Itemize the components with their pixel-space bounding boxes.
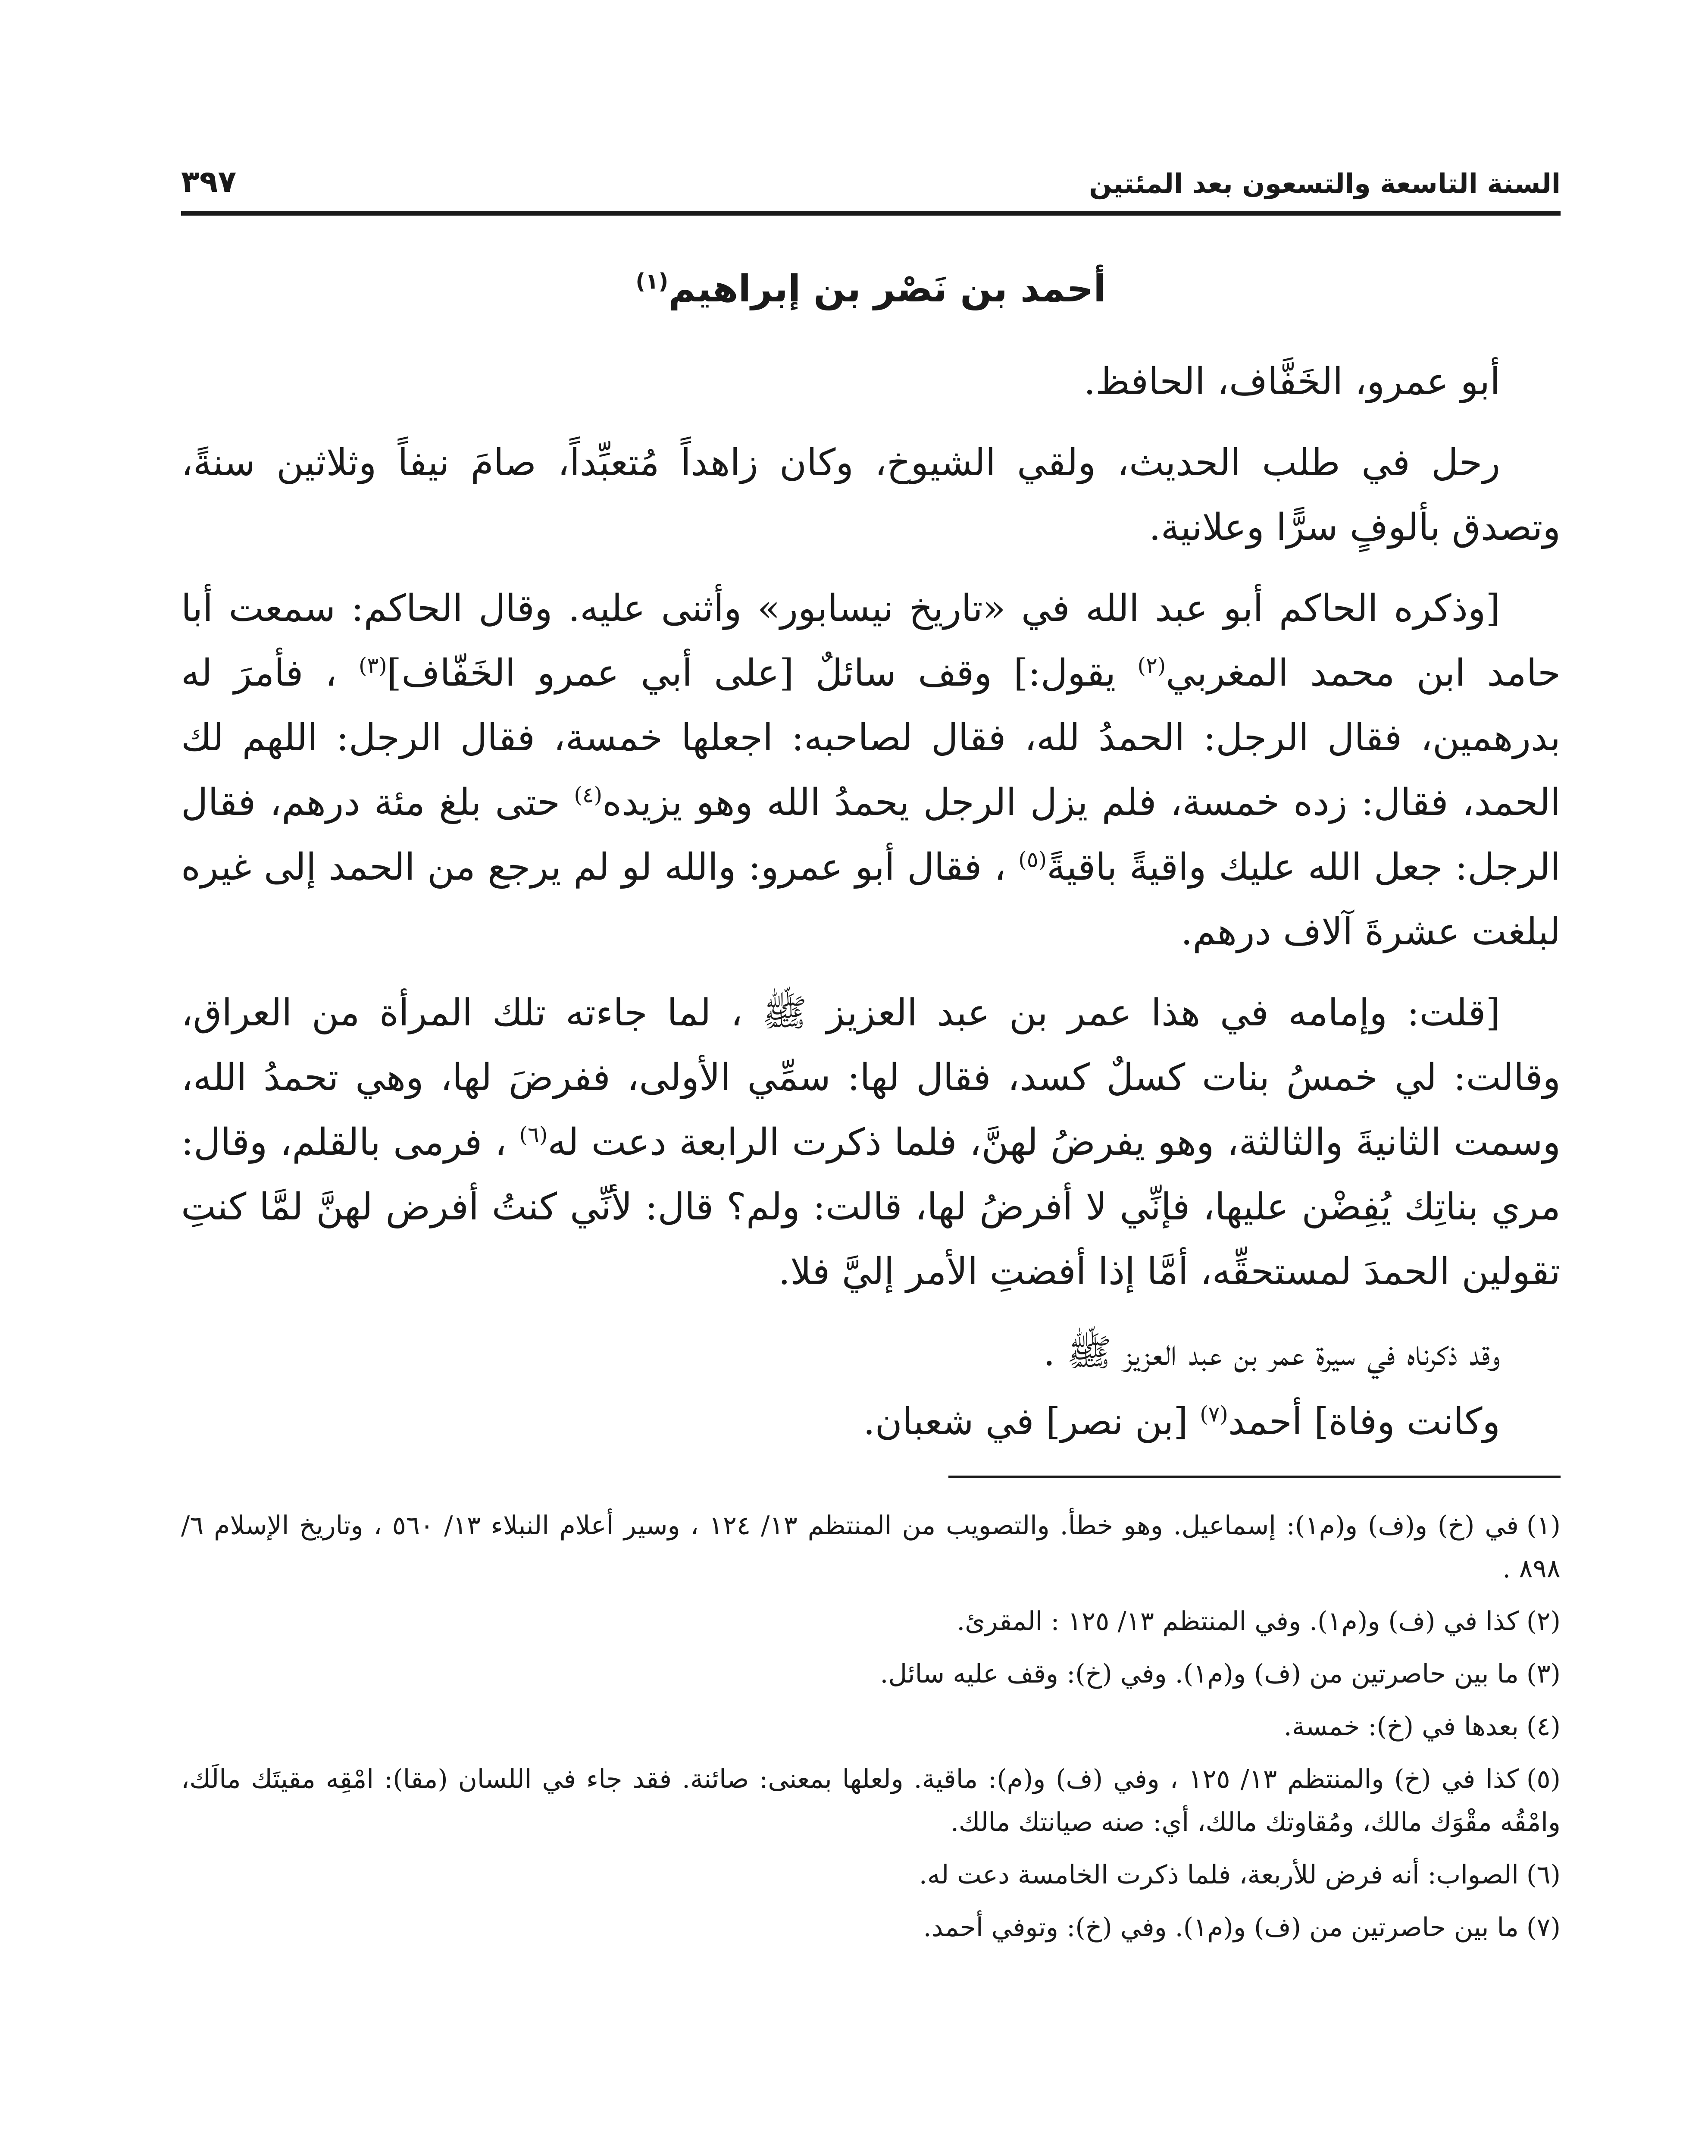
- footnote-number: (٦): [1526, 1860, 1561, 1890]
- paragraph-4: [181, 981, 1561, 1304]
- footnote: [181, 1652, 1561, 1695]
- running-title: السنة التاسعة والتسعون بعد المئتين: [1089, 168, 1561, 199]
- footnote-ref-2: (٢): [1137, 653, 1166, 678]
- footnote-number: (٢): [1526, 1606, 1561, 1636]
- footnote-text: كذا في (ف) و(م١). وفي المنتظم ١٣/ ١٢٥ : المقرئ.: [957, 1606, 1519, 1636]
- footnotes: [181, 1504, 1561, 1949]
- footnote: [181, 1906, 1561, 1949]
- paragraph-3: [181, 576, 1561, 964]
- footnote: [181, 1758, 1561, 1844]
- paragraph-3-text-e: ، فقال أبو عمرو: والله لو لم يرجع من الحمد إلى غيره لبلغت عشرةَ آلاف درهم.: [181, 846, 1561, 953]
- body-text: [181, 349, 1561, 1454]
- paragraph-3-text-a: [وذكره الحاكم أبو عبد الله في «تاريخ نيسابور» وأثنى عليه. وقال الحاكم: سمعت أبا حامد ابن محمد المغربي: [181, 587, 1561, 695]
- paragraph-4-text-a: [قلت: وإمامه في هذا عمر بن عبد العزيز ﷺ ، لما جاءته تلك المرأة من العراق، وقالت: لي خمسُ بنات كسلٌ كسد، فقال لها: سمِّي الأولى، ففرضَ لها، وهي تحمدُ الله، وسمت الثانيةَ والثالثة، وهو يفرضُ لهنَّ، فلما ذكرت الرابعة دعت له: [181, 991, 1561, 1164]
- footnote-ref-7: (٧): [1200, 1401, 1228, 1427]
- paragraph-1: أبو عمرو، الخَفَّاف، الحافظ.: [1083, 360, 1500, 403]
- paragraph-3-text-b: يقول:] وقف سائلٌ [على أبي عمرو الخَفّاف]: [387, 652, 1138, 695]
- footnote-number: (٣): [1526, 1659, 1561, 1689]
- page-number: ٣٩٧: [181, 164, 237, 199]
- footnote: [181, 1504, 1561, 1590]
- entry-title-text: أحمد بن نَصْر بن إبراهيم: [668, 267, 1106, 310]
- page-header: [181, 142, 1561, 216]
- entry-title: [181, 267, 1561, 310]
- book-page: [181, 142, 1561, 2156]
- footnote-ref-4: (٤): [574, 782, 603, 808]
- paragraph-3-text-d: حتى بلغ مئة درهم، فقال الرجل: جعل الله عليك واقيةً باقيةً: [181, 781, 1561, 889]
- footnote-text: الصواب: أنه فرض للأربعة، فلما ذكرت الخامسة دعت له.: [919, 1860, 1519, 1890]
- footnote-ref-6: (٦): [519, 1122, 548, 1147]
- footnote-number: (٥): [1526, 1764, 1561, 1794]
- paragraph-2: رحل في طلب الحديث، ولقي الشيوخ، وكان زاهداً مُتعبِّداً، صامَ نيفاً وثلاثين سنةً، وتصدق بألوفٍ سرًّا وعلانية.: [181, 441, 1561, 549]
- footnote: [181, 1853, 1561, 1896]
- paragraph-3-text-c: ، فأمرَ له بدرهمين، فقال الرجل: الحمدُ لله، فقال لصاحبه: اجعلها خمسة، فقال الرجل: اللهم لك الحمد، فقال: زده خمسة، فلم يزل الرجل يحمدُ الله وهو يزيده: [181, 652, 1561, 824]
- footnote: [181, 1600, 1561, 1643]
- paragraph-6-text-b: [بن نصر] في شعبان.: [863, 1400, 1200, 1443]
- footnote-text: ما بين حاصرتين من (ف) و(م١). وفي (خ): وتوفي أحمد.: [923, 1912, 1519, 1943]
- paragraph-4-text-b: ، فرمى بالقلم، وقال: مري بناتِك يُفِضْن عليها، فإنِّي لا أفرضُ لها، قالت: ولم؟ قال: لأنِّي كنتُ أفرض لهنَّ لمَّا كنتِ تقولين الحمدَ لمستحقِّه، أمَّا إذا أفضتِ الأمر إليَّ فلا.: [181, 1121, 1561, 1293]
- footnote-ref-3: (٣): [358, 653, 387, 678]
- paragraph-6: [181, 1389, 1561, 1454]
- footnote-number: (٤): [1526, 1711, 1561, 1742]
- footnote-text: بعدها في (خ): خمسة.: [1283, 1711, 1519, 1742]
- footnote-ref-5: (٥): [1018, 847, 1047, 872]
- footnote-number: (١): [1526, 1510, 1561, 1541]
- footnote-text: في (خ) و(ف) و(م١): إسماعيل. وهو خطأ. والتصويب من المنتظم ١٣/ ١٢٤ ، وسير أعلام النبلاء ١٣/ ٥٦٠ ، وتاريخ الإسلام ٦/ ٨٩٨ .: [181, 1510, 1561, 1584]
- footnote: [181, 1705, 1561, 1748]
- footnote-text: كذا في (خ) والمنتظم ١٣/ ١٢٥ ، وفي (ف) و(م): ماقية. ولعلها بمعنى: صائنة. فقد جاء في اللسان (مقا): امْقِه مقيتَك مالَك، وامْقُه مقْوَك مالك، ومُقاوتك مالك، أي: صنه صيانتك مالك.: [181, 1764, 1561, 1837]
- footnote-divider: [948, 1476, 1561, 1478]
- footnote-number: (٧): [1526, 1912, 1561, 1943]
- paragraph-6-text-a: وكانت وفاة] أحمد: [1228, 1400, 1500, 1443]
- footnote-text: ما بين حاصرتين من (ف) و(م١). وفي (خ): وقف عليه سائل.: [880, 1659, 1519, 1689]
- footnote-ref-1: (١): [635, 269, 669, 294]
- paragraph-5: وقد ذكرناه في سيرة عمر بن عبد العزيز ﷺ .: [1043, 1331, 1500, 1374]
